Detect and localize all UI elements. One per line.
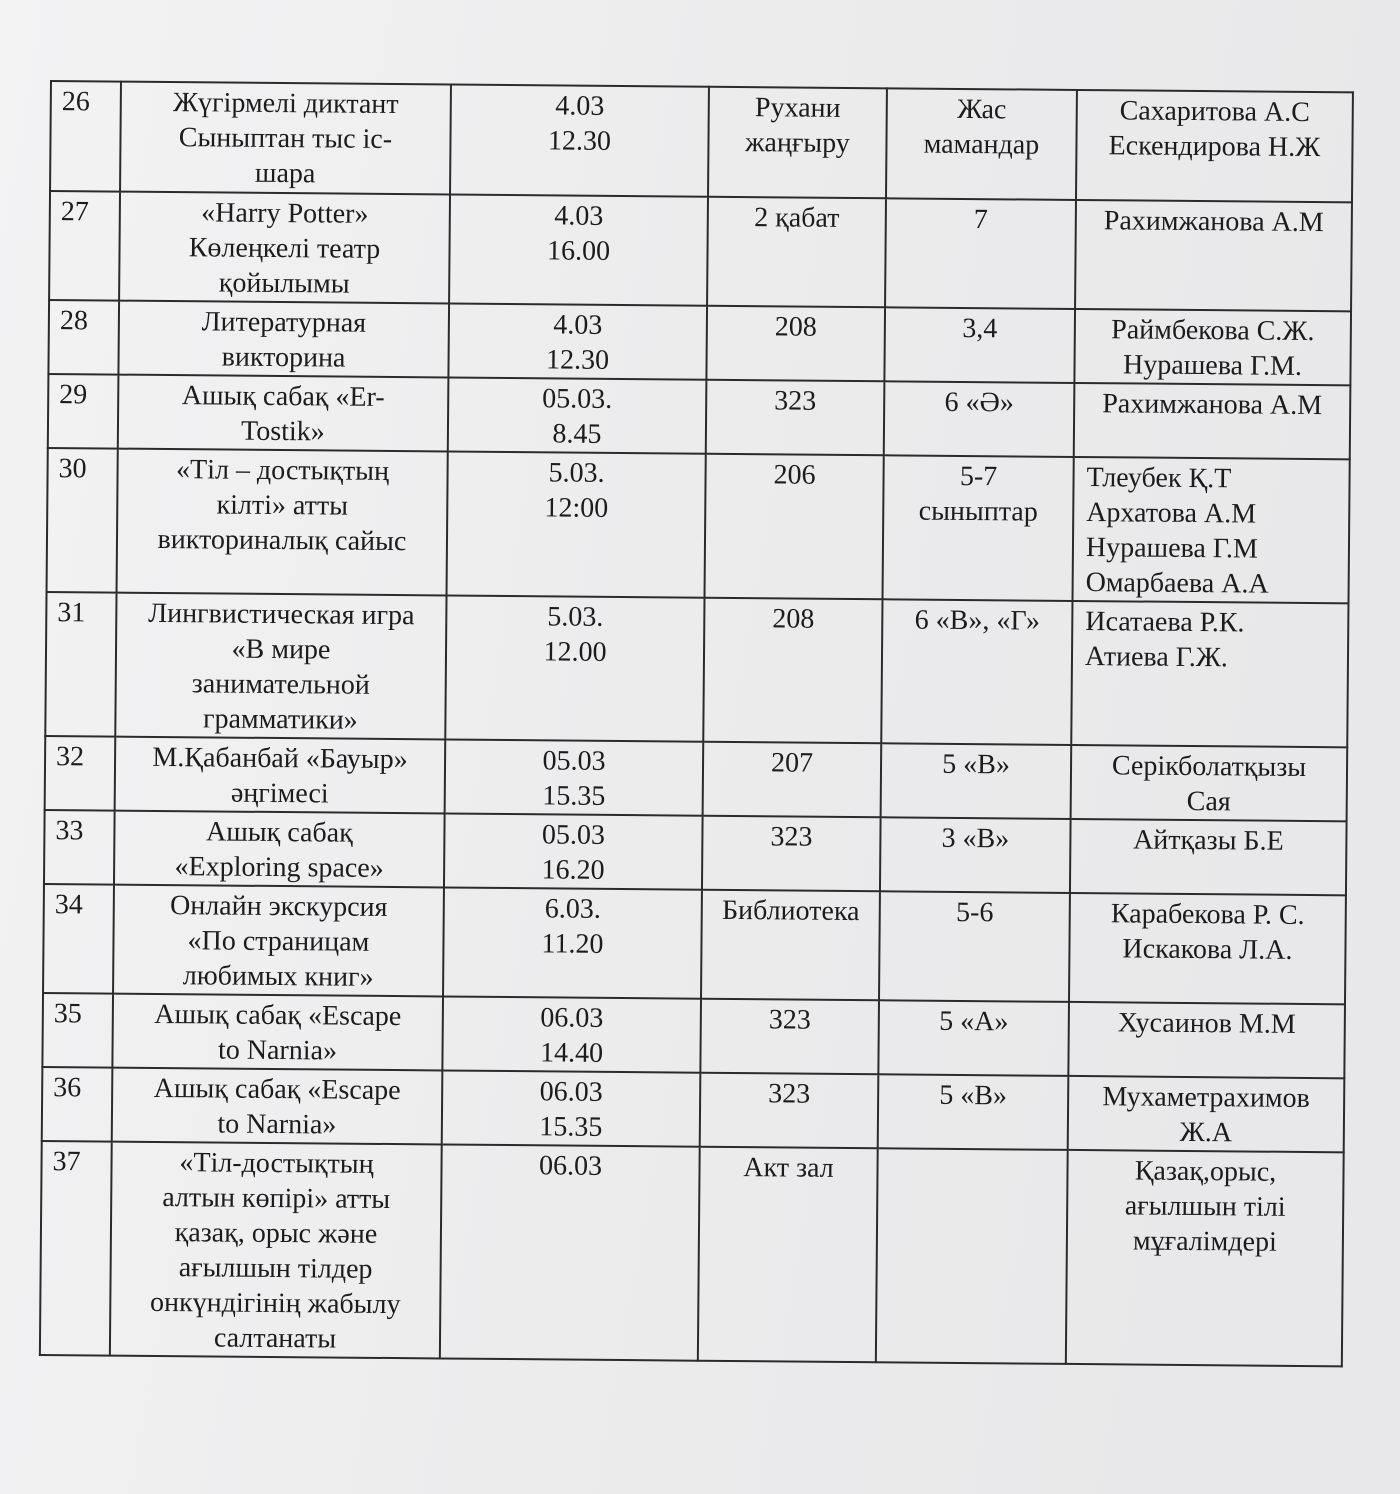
row-number: 31	[45, 592, 116, 737]
event-class: 5-7 сыныптар	[883, 455, 1074, 601]
event-name: Ашық сабақ «Exploring space»	[114, 811, 445, 888]
row-number: 35	[42, 993, 113, 1068]
event-date-time: 6.03. 11.20	[443, 887, 702, 998]
row-number: 37	[40, 1141, 112, 1356]
event-place: 323	[700, 1073, 879, 1149]
table-row	[50, 81, 1353, 202]
event-place: 323	[706, 380, 885, 456]
event-name: Лингвистическая игра «В мире занимательной грамматики»	[115, 593, 446, 740]
table-row	[48, 300, 1351, 385]
table-row	[40, 1141, 1344, 1366]
event-teacher: Мухаметрахимов Ж.А	[1068, 1076, 1345, 1152]
event-place: Акт зал	[698, 1147, 878, 1363]
event-name: М.Қабанбай «Бауыр» әңгімесі	[115, 737, 446, 814]
event-teacher: Рахимжанова А.М	[1074, 383, 1351, 459]
event-name: Жүгірмелі диктант Сыныптан тыс іс- шара	[120, 82, 451, 195]
event-teacher: Раймбекова С.Ж. Нурашева Г.М.	[1074, 309, 1351, 385]
event-date-time: 4.03 12.30	[450, 84, 709, 196]
table-row	[47, 448, 1350, 603]
event-name: «Тіл-достықтың алтын көпірі» атты қазақ, орыс және ағылшын тілдер онкүндігінің жабылу салтанаты	[110, 1142, 442, 1359]
event-teacher: Рахимжанова А.М	[1075, 200, 1352, 311]
event-class: 5 «В»	[878, 1074, 1069, 1150]
event-place: Рухани жаңғыру	[708, 87, 887, 199]
event-class: 6 «Ә»	[884, 381, 1075, 457]
event-class: 5-6	[879, 891, 1070, 1002]
event-teacher: Айтқазы Б.Е	[1070, 819, 1347, 895]
event-place: 323	[702, 816, 881, 892]
row-number: 26	[50, 81, 121, 192]
event-name: Ашық сабақ «Er- Tostik»	[118, 375, 449, 452]
event-teacher: Карабекова Р. С. Искакова Л.А.	[1069, 893, 1346, 1004]
event-name: Литературная викторина	[118, 301, 449, 378]
event-date-time: 06.03 15.35	[442, 1070, 701, 1146]
row-number: 34	[43, 884, 114, 994]
table-row	[49, 191, 1352, 311]
event-place: Библиотека	[701, 890, 880, 1001]
event-date-time: 05.03 16.20	[444, 813, 703, 889]
event-date-time: 05.03. 8.45	[448, 377, 707, 453]
event-place: 208	[703, 598, 882, 744]
schedule-table-wrapper	[39, 80, 1352, 1367]
event-date-time: 05.03 15.35	[445, 739, 704, 815]
event-class: Жас мамандар	[886, 88, 1077, 200]
table-row	[45, 736, 1348, 821]
event-teacher: Хусаинов М.М	[1068, 1002, 1345, 1078]
event-class: 6 «В», «Г»	[881, 599, 1072, 745]
event-class: 5 «В»	[881, 743, 1072, 819]
table-row	[43, 884, 1346, 1004]
event-name: Ашық сабақ «Escape to Narnia»	[112, 994, 443, 1071]
event-teacher: Қазақ,орыс, ағылшын тілі мұғалімдері	[1066, 1150, 1344, 1366]
event-place: 208	[706, 306, 885, 382]
event-place: 2 қабат	[707, 197, 886, 308]
row-number: 32	[45, 736, 116, 811]
event-class: 3,4	[884, 307, 1075, 383]
table-row	[42, 1067, 1345, 1152]
row-number: 36	[42, 1067, 113, 1142]
event-teacher: Сахаритова А.С Ескендирова Н.Ж	[1076, 90, 1353, 202]
event-date-time: 5.03. 12.00	[445, 595, 704, 741]
table-row	[48, 374, 1351, 459]
row-number: 28	[48, 300, 119, 375]
event-date-time: 06.03	[440, 1144, 700, 1360]
row-number: 33	[44, 810, 115, 885]
event-name: Онлайн экскурсия «По страницам любимых книг»	[113, 885, 444, 997]
event-date-time: 5.03. 12:00	[447, 451, 706, 597]
event-teacher: Исатаева Р.К. Атиева Г.Ж.	[1071, 601, 1348, 747]
event-place: 207	[703, 742, 882, 818]
event-teacher: Серікболатқызы Сая	[1071, 745, 1348, 821]
event-teacher: Тлеубек Қ.Т Архатова А.М Нурашева Г.М Омарбаева А.А	[1072, 457, 1349, 603]
row-number: 30	[47, 448, 118, 593]
event-class: 3 «В»	[880, 817, 1071, 893]
table-row	[42, 993, 1345, 1078]
row-number: 29	[48, 374, 119, 449]
row-number: 27	[49, 191, 120, 301]
event-class: 5 «А»	[878, 1000, 1069, 1076]
event-name: Ашық сабақ «Escape to Narnia»	[112, 1068, 443, 1145]
event-place: 206	[705, 454, 884, 600]
schedule-table	[39, 80, 1354, 1367]
table-row	[45, 592, 1348, 747]
event-name: «Тіл – достықтың кілті» атты викториналық сайыс	[117, 449, 448, 596]
event-class	[876, 1148, 1068, 1364]
table-row	[44, 810, 1347, 895]
event-date-time: 4.03 16.00	[449, 194, 708, 305]
event-date-time: 4.03 12.30	[448, 303, 707, 379]
event-name: «Harry Potter» Көлеңкелі театр қойылымы	[119, 192, 450, 304]
event-date-time: 06.03 14.40	[442, 996, 701, 1072]
event-class: 7	[885, 198, 1076, 309]
event-place: 323	[700, 999, 879, 1075]
